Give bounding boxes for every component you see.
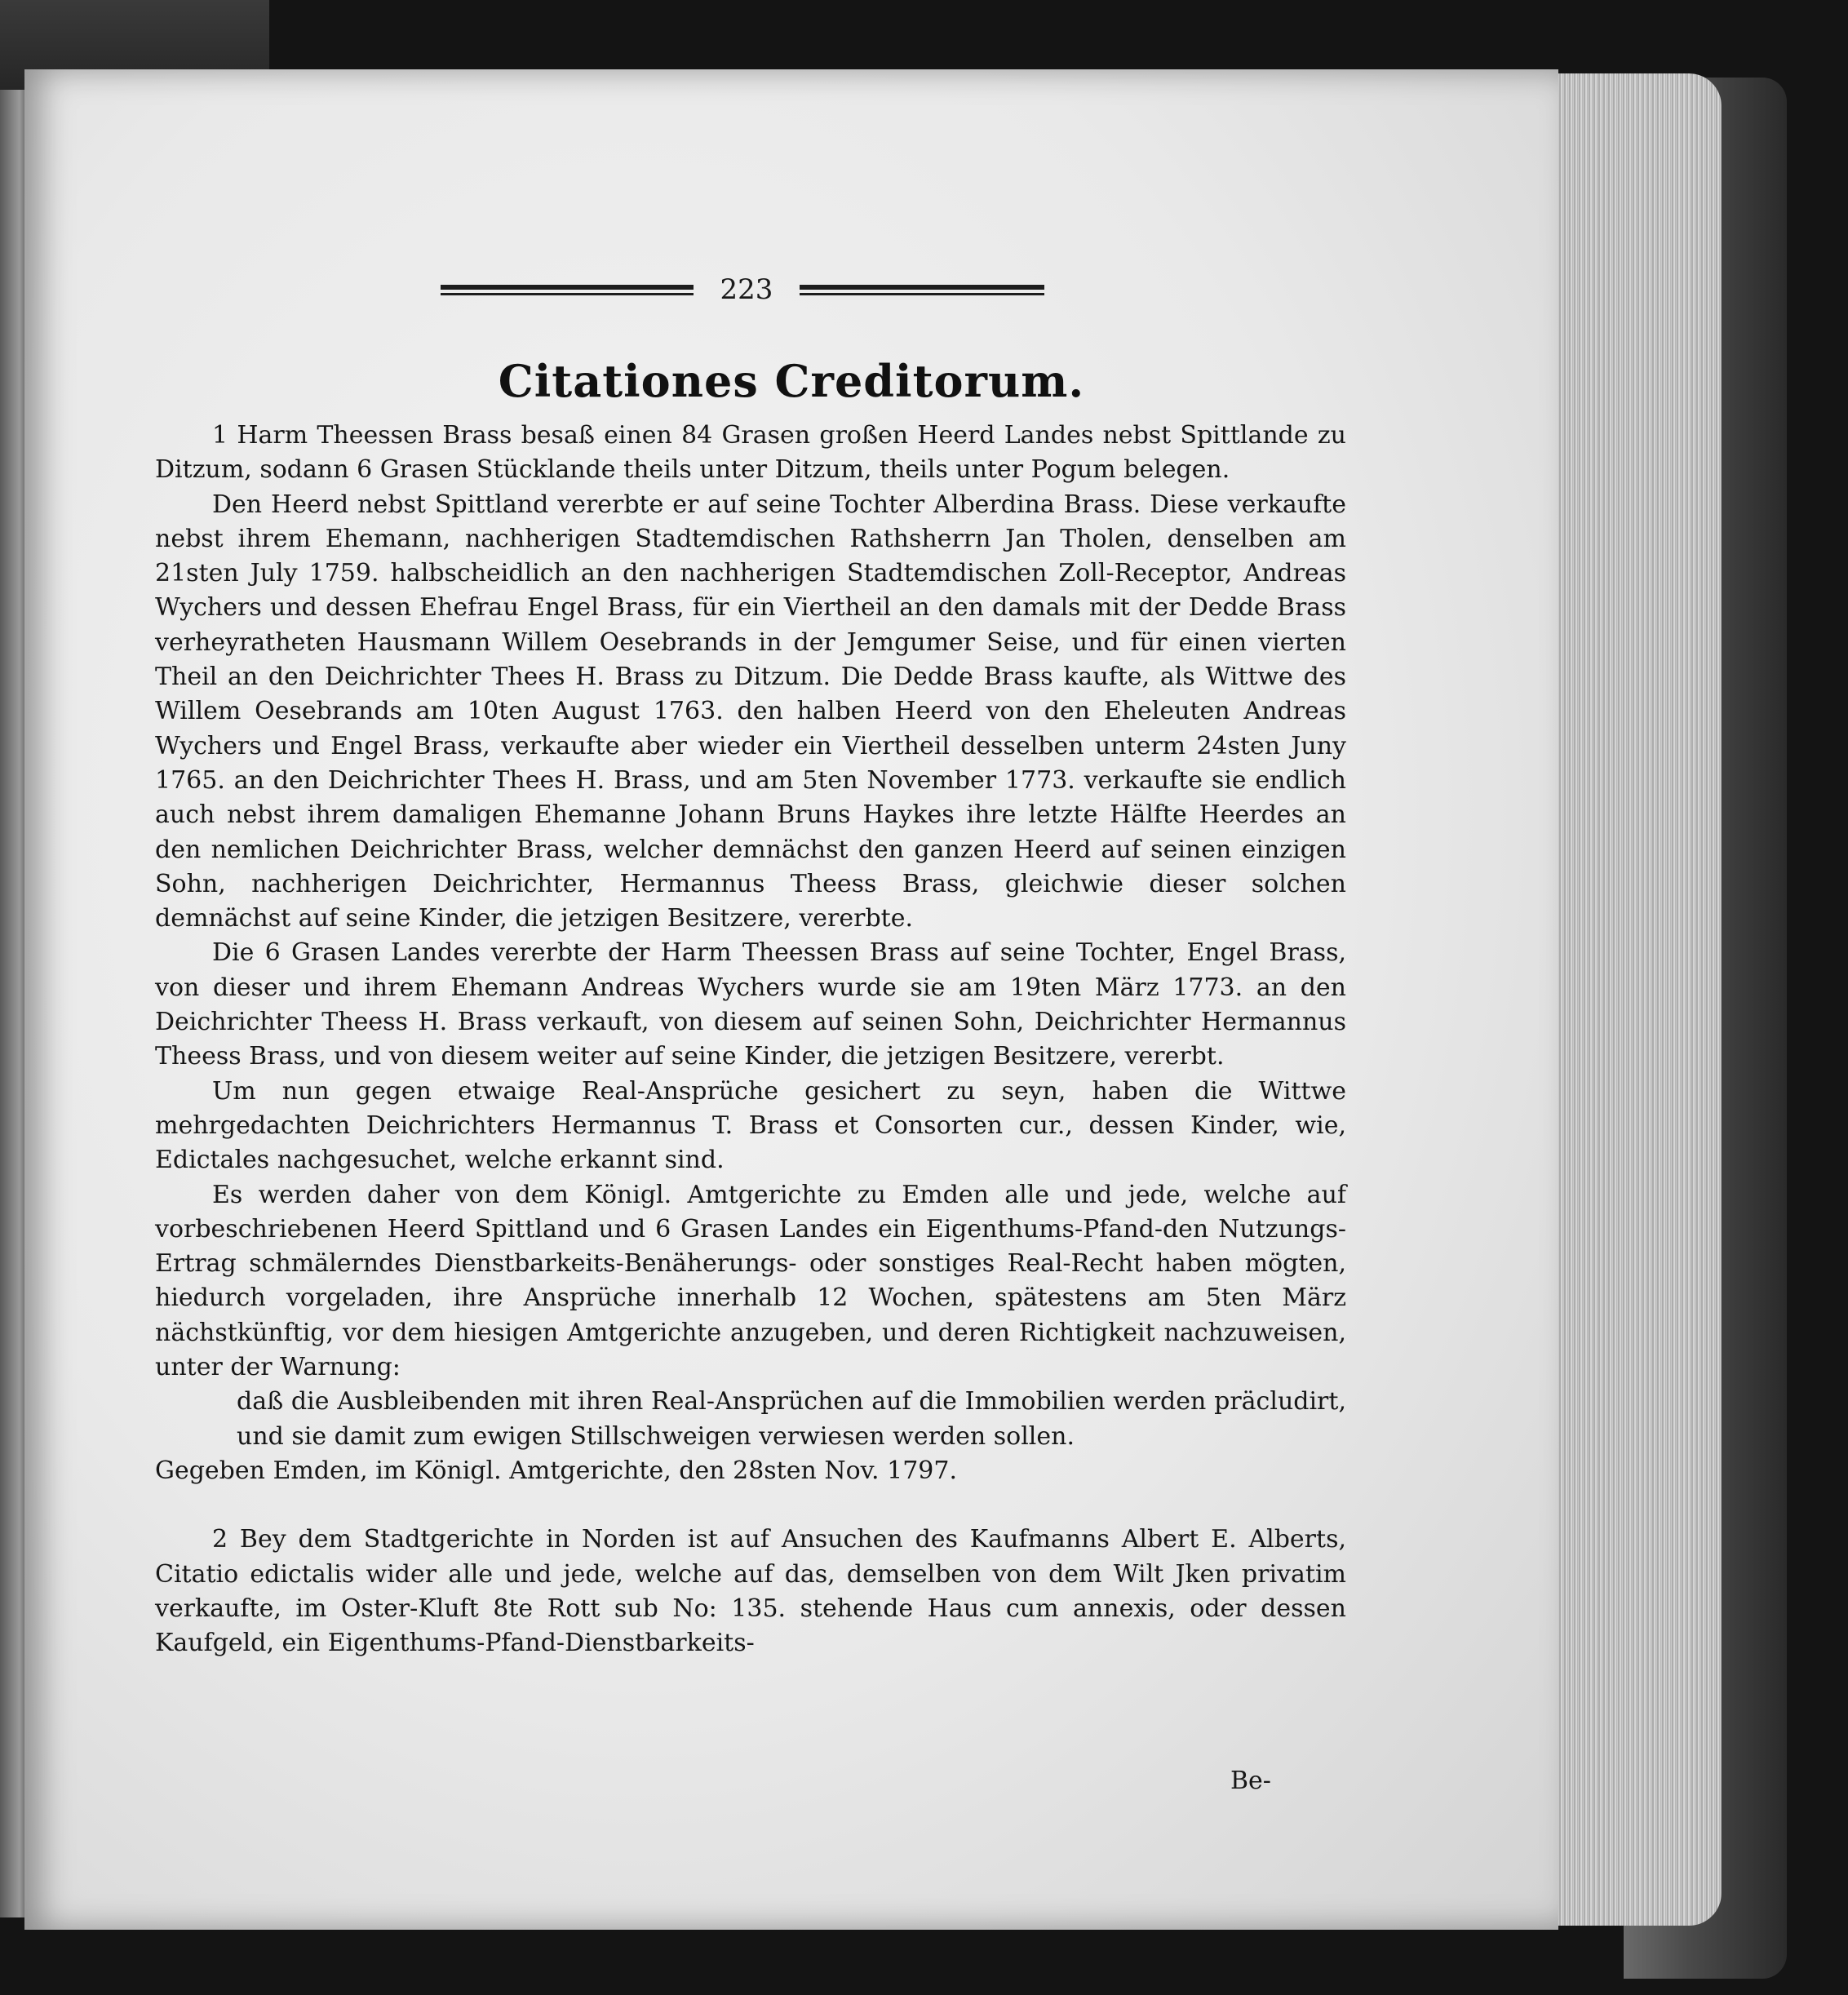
page-body	[155, 419, 1346, 1660]
page-number: 223	[720, 273, 773, 306]
entry-separator	[155, 1488, 1346, 1523]
page-header	[441, 273, 1256, 306]
entry-1-paragraph: Die 6 Grasen Landes vererbte der Harm Theessen Brass auf seine Tochter, Engel Brass, von dieser und ihrem Ehemann Andreas Wychers wurde sie am 19ten März 1773. an den Deichrichter Theess H. Brass verkauft, von diesem auf seinen Sohn, Deichrichter Hermannus Theess Brass, und von diesem weiter auf seine Kinder, die jetzigen Besitzere, vererbt.	[155, 938, 1346, 1071]
entry-1-paragraph: Um nun gegen etwaige Real-Ansprüche gesichert zu seyn, haben die Wittwe mehrgedachten Deichrichters Hermannus T. Brass et Consorten cur., dessen Kinder, wie, Edictales nachgesuchet, welche erkannt sind.	[155, 1076, 1346, 1175]
entry-2-paragraph: 2 Bey dem Stadtgerichte in Norden ist auf Ansuchen des Kaufmanns Albert E. Alberts, Citatio edictalis wider alle und jede, welche auf das, demselben von dem Wilt Jken privatim verkaufte, im Oster-Kluft 8te Rott sub No: 135. stehende Haus cum annexis, oder dessen Kaufgeld, ein Eigenthums-Pfand-Dienstbarkeits-	[155, 1525, 1346, 1658]
warning-clause: daß die Ausbleibenden mit ihren Real-Ansprüchen auf die Immobilien werden präcludirt, und sie damit zum ewigen Stillschweigen verwiesen werden sollen.	[237, 1387, 1346, 1451]
book-page	[24, 69, 1558, 1930]
entry-1-paragraph: 1 Harm Theessen Brass besaß einen 84 Grasen großen Heerd Landes nebst Spittlande zu Ditzum, sodann 6 Grasen Stücklande theils unter Ditzum, theils unter Pogum belegen.	[155, 421, 1346, 485]
entry-1-paragraph: Es werden daher von dem Königl. Amtgerichte zu Emden alle und jede, welche auf vorbeschriebenen Heerd Spittland und 6 Grasen Landes ein Eigenthums-Pfand-den Nutzungs-Ertrag schmälerndes Dienstbarkeits-Benäherungs- oder sonstiges Real-Recht haben mögten, hiedurch vorgeladen, ihre Ansprüche innerhalb 12 Wochen, spätestens am 5ten März nächstkünftig, vor dem hiesigen Amtgerichte anzugeben, und deren Richtigkeit nachzuweisen, unter der Warnung:	[155, 1180, 1346, 1382]
page-title: Citationes Creditorum.	[498, 355, 1085, 407]
header-rule-left	[441, 285, 694, 290]
header-rule-right	[800, 285, 1044, 290]
entry-1-paragraph: Den Heerd nebst Spittland vererbte er auf seine Tochter Alberdina Brass. Diese verkaufte nebst ihrem Ehemann, nachherigen Stadtemdischen Rathsherrn Jan Tholen, denselben am 21sten July 1759. halbscheidlich an den nachherigen Stadtemdischen Zoll-Receptor, Andreas Wychers und dessen Ehefrau Engel Brass, für ein Viertheil an den damals mit der Dedde Brass verheyratheten Hausmann Willem Oesebrands in der Jemgumer Seise, und für einen vierten Theil an den Deichrichter Thees H. Brass zu Ditzum. Die Dedde Brass kaufte, als Wittwe des Willem Oesebrands am 10ten August 1763. den halben Heerd von den Eheleuten Andreas Wychers und Engel Brass, verkaufte aber wieder ein Viertheil desselben unterm 24sten Juny 1765. an den Deichrichter Thees H. Brass, und am 5ten November 1773. verkaufte sie endlich auch nebst ihrem damaligen Ehemanne Johann Bruns Haykes ihre letzte Hälfte Heerdes an den nemlichen Deichrichter Brass, welcher demnächst den ganzen Heerd auf seinen einzigen Sohn, nachherigen Deichrichter, Hermannus Theess Brass, gleichwie dieser solchen demnächst auf seine Kinder, die jetzigen Besitzere, vererbte.	[155, 490, 1346, 933]
catchword: Be-	[1230, 1767, 1271, 1795]
page-edges	[1534, 73, 1722, 1926]
closing-line: Gegeben Emden, im Königl. Amtgerichte, den 28sten Nov. 1797.	[155, 1456, 957, 1485]
